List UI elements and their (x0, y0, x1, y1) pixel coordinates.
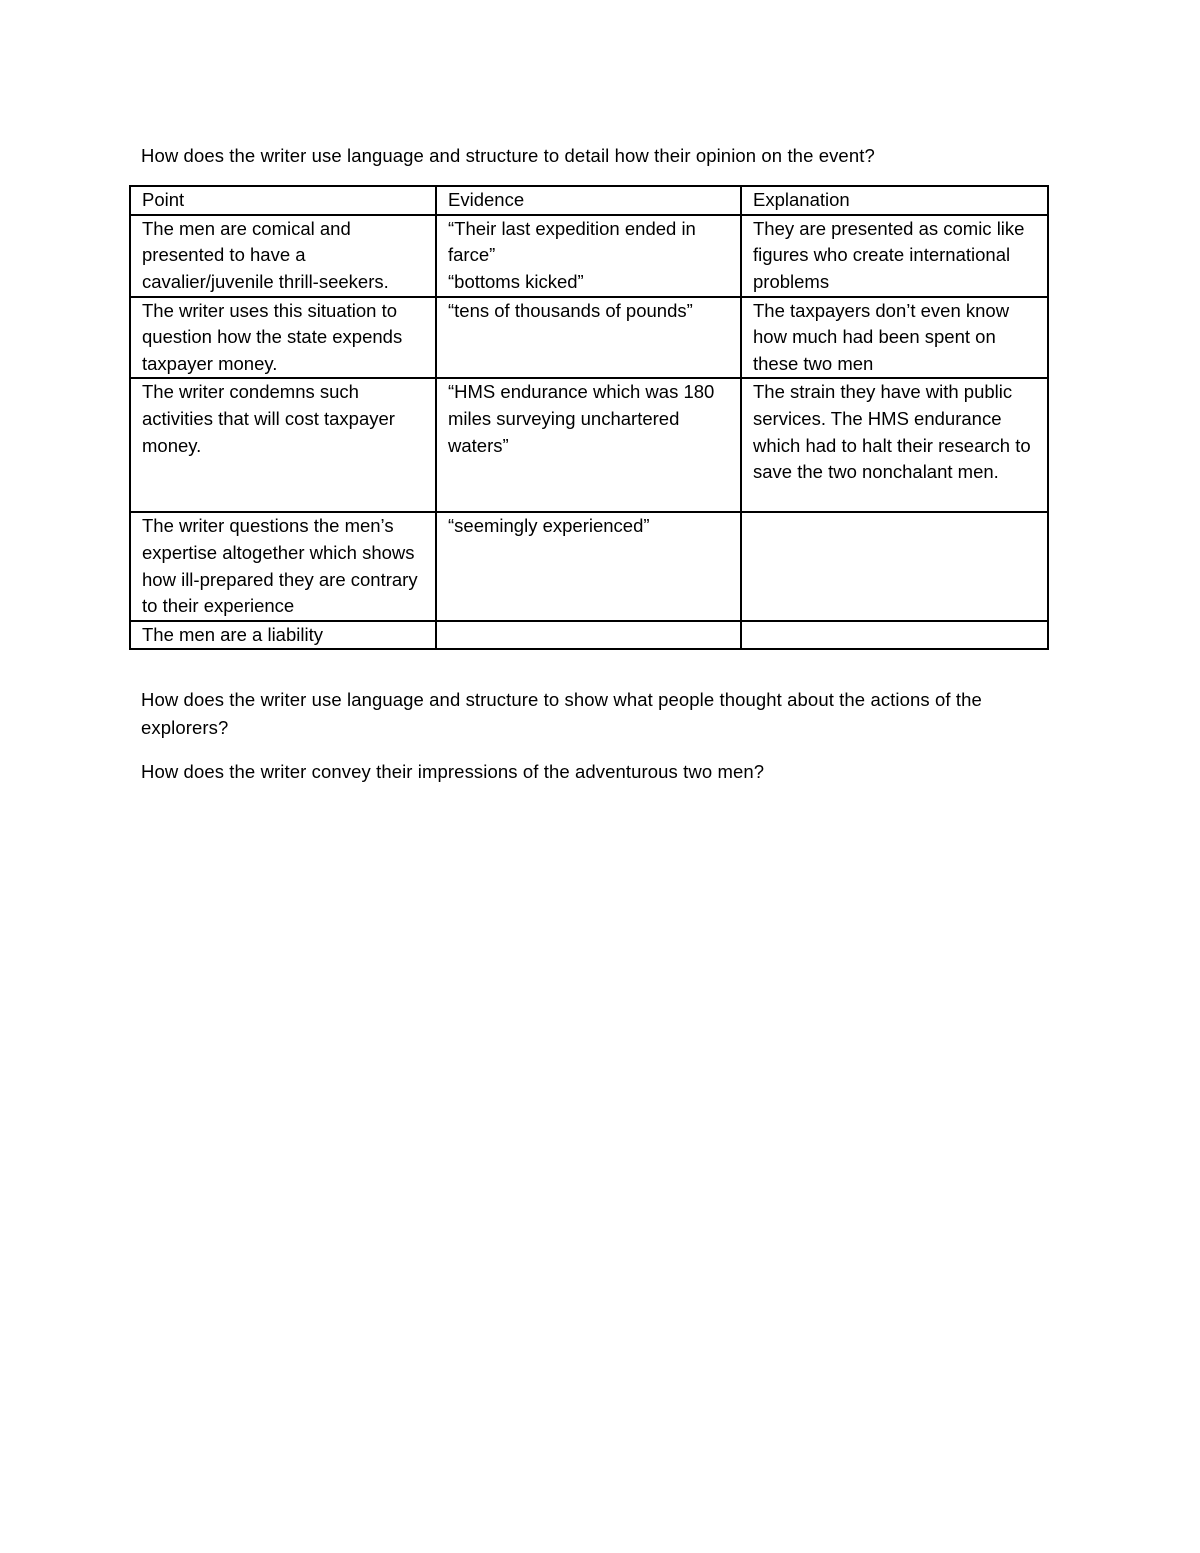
evidence-quote: “bottoms kicked” (448, 270, 584, 292)
evidence-cell (436, 512, 741, 620)
evidence-quote: “Their last expedition ended in farce” (448, 217, 696, 266)
table-row (130, 215, 1048, 297)
evidence-quote: “HMS endurance which was 180 miles surveying unchartered waters” (448, 381, 715, 456)
header-point: Point (130, 186, 436, 215)
explanation-cell: The strain they have with public services. The HMS endurance which had to halt their research to save the two nonchalant men. (741, 378, 1048, 512)
explanation-cell (741, 621, 1048, 650)
evidence-cell (436, 621, 741, 650)
point-cell: The writer condemns such activities that will cost taxpayer money. (130, 378, 436, 512)
question-2: How does the writer use language and structure to show what people thought about the actions of the explorers? (141, 689, 982, 738)
table-row (130, 512, 1048, 620)
point-cell: The writer questions the men’s expertise altogether which shows how ill-prepared they are contrary to their experience (130, 512, 436, 620)
evidence-quote: “tens of thousands of pounds” (448, 299, 693, 321)
point-cell: The men are comical and presented to have a cavalier/juvenile thrill-seekers. (130, 215, 436, 297)
table-row (130, 621, 1048, 650)
explanation-cell: The taxpayers don’t even know how much had been spent on these two men (741, 297, 1048, 379)
evidence-cell (436, 297, 741, 379)
point-cell: The men are a liability (130, 621, 436, 650)
point-cell: The writer uses this situation to question how the state expends taxpayer money. (130, 297, 436, 379)
explanation-cell: They are presented as comic like figures who create international problems (741, 215, 1048, 297)
question-3: How does the writer convey their impressions of the adventurous two men? (141, 761, 765, 782)
table-row (130, 297, 1048, 379)
evidence-quote: “seemingly experienced” (448, 515, 650, 537)
header-explanation: Explanation (741, 186, 1048, 215)
pee-table (129, 185, 1049, 650)
question-1: How does the writer use language and structure to detail how their opinion on the event? (141, 145, 875, 166)
header-evidence: Evidence (436, 186, 741, 215)
table-row (130, 378, 1048, 512)
explanation-cell (741, 512, 1048, 620)
table-header-row (130, 186, 1048, 215)
evidence-cell (436, 378, 741, 512)
evidence-cell (436, 215, 741, 297)
